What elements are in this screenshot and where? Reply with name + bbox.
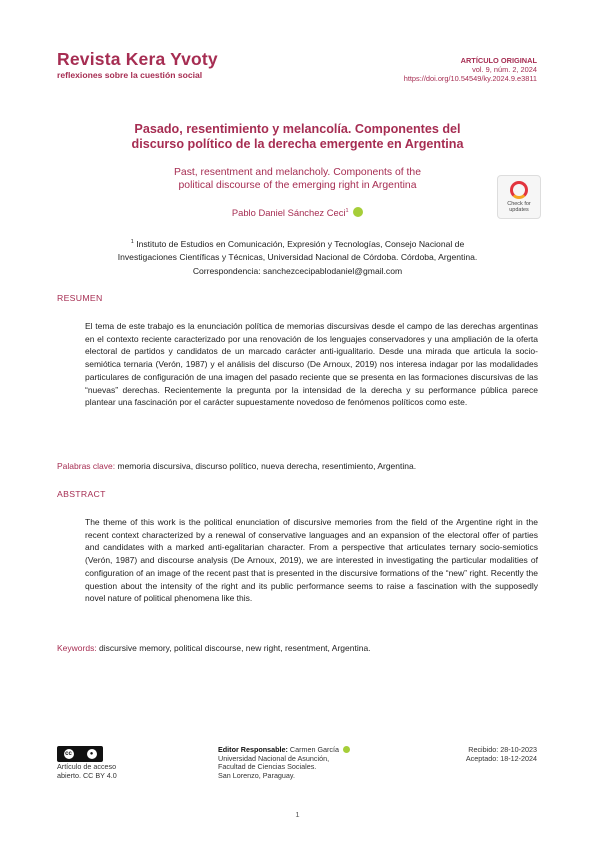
abstract-heading: ABSTRACT <box>57 489 106 499</box>
editor-info <box>218 746 350 780</box>
doi-link[interactable]: https://doi.org/10.54549/ky.2024.9.e3811 <box>403 74 537 83</box>
article-title-en <box>57 166 538 192</box>
license-line: abierto. CC BY 4.0 <box>57 770 117 780</box>
cc-by-license-icon[interactable] <box>57 746 103 762</box>
page-number: 1 <box>295 810 300 819</box>
editor-line: San Lorenzo, Paraguay. <box>218 770 295 780</box>
affiliation <box>57 236 538 278</box>
dates <box>466 746 537 763</box>
title-en-line: political discourse of the emerging right in Argentina <box>178 180 417 191</box>
affil-marker: 1 <box>130 239 134 245</box>
editor-line: Universidad Nacional de Asunción, <box>218 753 330 763</box>
editor-line: Facultad de Ciencias Sociales. <box>218 762 317 772</box>
badge-label-line: Check for <box>507 201 531 207</box>
title-es-line: discurso político de la derecha emergente en Argentina <box>131 137 464 151</box>
orcid-icon[interactable] <box>353 207 363 217</box>
article-type: ARTÍCULO ORIGINAL <box>460 56 537 65</box>
palabras-clave <box>57 461 416 471</box>
received-date: Recibido: 28-10-2023 <box>468 745 537 754</box>
resumen-heading: RESUMEN <box>57 293 103 303</box>
badge-label-line: updates <box>509 207 529 213</box>
article-title-es <box>57 122 538 152</box>
license-line: Artículo de acceso <box>57 762 117 771</box>
keywords-label: Keywords: <box>57 643 97 653</box>
journal-title: Revista Kera Yvoty <box>57 49 218 69</box>
abstract-text: The theme of this work is the political enunciation of discursive memories from the field of the Argentine right in the recent context characterized by a renewal of conservative languages and an expansion of the electoral offer of parties and candidates with a marked anti-egalitarian character. From a perspective that articulates ternary socio-semiotics (Verón, 1987) and discourse analysis (De Arnoux, 2019), we are interested in investigating the particular modalities of configuration of an image of the recent past that is presented in the discursive formations of the “new” right. Recently the question about the intensity of the right and its public performance seems to raise a fascination with the supposedly novel nature of political phenomena like this. <box>85 517 538 604</box>
journal-subtitle: reflexiones sobre la cuestión social <box>57 70 203 80</box>
palabras-clave-list: memoria discursiva, discurso político, nueva derecha, resentimiento, Argentina. <box>115 461 417 471</box>
article-meta <box>404 56 537 83</box>
orcid-icon[interactable] <box>343 746 350 753</box>
by-person-icon: ● <box>87 749 97 759</box>
cc-icon: cc <box>65 751 72 757</box>
volume-info: vol. 9, núm. 2, 2024 <box>472 65 537 74</box>
author-affil-marker: 1 <box>345 207 349 214</box>
correspondence: Correspondencia: sanchezcecipablodaniel@gmail.com <box>192 265 403 276</box>
editor-name: Carmen García <box>287 745 340 754</box>
affil-line: Investigaciones Científicas y Técnicas, Universidad Nacional de Córdoba. Córdoba, Argentina. <box>117 252 478 263</box>
affil-line: Instituto de Estudios en Comunicación, Expresión y Tecnologías, Consejo Nacional de <box>136 238 465 249</box>
title-en-line: Past, resentment and melancholy. Components of the <box>173 167 421 178</box>
keywords <box>57 643 371 653</box>
accepted-date: Aceptado: 18-12-2024 <box>465 753 537 763</box>
crossmark-icon <box>510 181 528 199</box>
author-name: Pablo Daniel Sánchez Ceci <box>231 207 346 218</box>
author <box>57 207 538 218</box>
resumen-text: El tema de este trabajo es la enunciación política de memorias discursivas desde el campo de las derechas argentinas en el contexto reciente caracterizado por una renovación de los lenguajes conservadores y una ampliación de la oferta electoral de partidos y candidatos de un marcado carácter anti-igualitario. Desde una mirada que articula la socio-semiótica ternaria (Verón, 1987) y el análisis del discurso (De Arnoux, 2019) nos interesa indagar por las modalidades particulares de configuración de una imagen del pasado reciente que se presenta en las formaciones discursivas de las “nuevas” derechas. Recientemente la pregunta por la intensidad de la derecha y su performance pública parece plantear una fascinación por el carácter supuestamente novedoso de fenómenos políticos como este. <box>85 321 538 408</box>
keywords-list: discursive memory, political discourse, new right, resentment, Argentina. <box>96 643 371 653</box>
editor-label: Editor Responsable: <box>218 745 288 754</box>
palabras-clave-label: Palabras clave: <box>57 461 116 471</box>
license-text <box>57 763 117 780</box>
title-es-line: Pasado, resentimiento y melancolía. Componentes del <box>134 122 461 136</box>
